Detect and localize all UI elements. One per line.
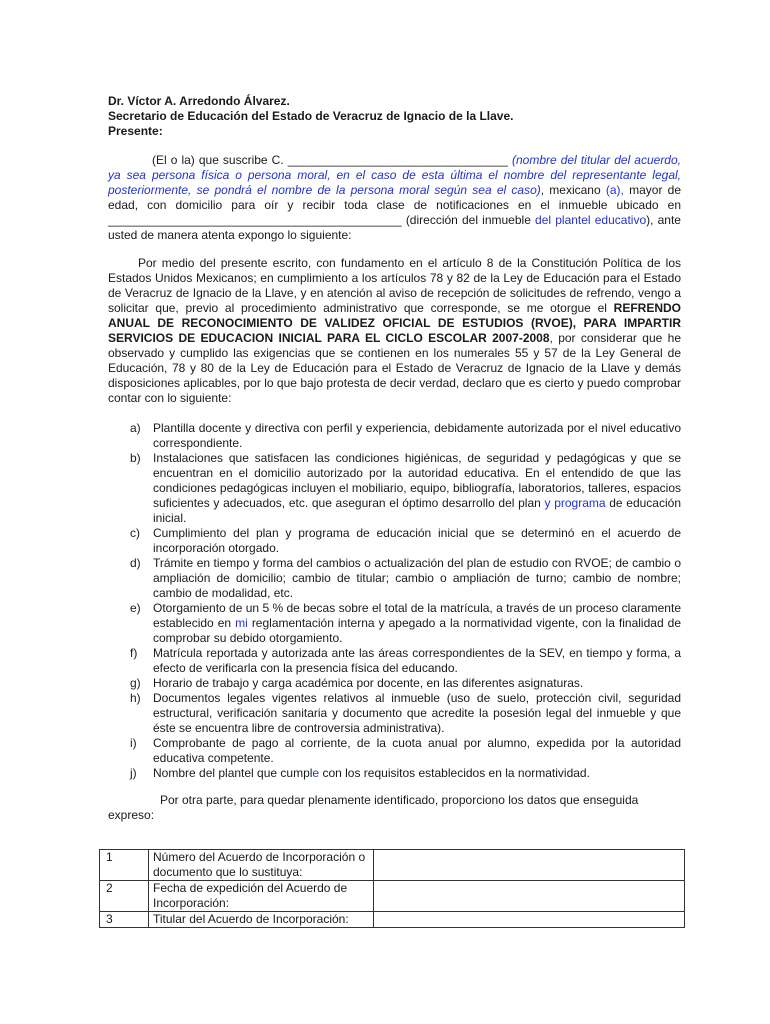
list-item-text: Instalaciones que satisfacen las condiciones higiénicas, de seguridad y pedagógicas y que se encuentran en el domicilio autorizado por la autoridad educativa. En el entendido de que las condiciones pedagógicas incluyen el mobiliario, equipo, bibliografía, laboratorios, talleres, espacios suficientes y adecuados, etc. que aseguran el óptimo desarrollo del plan	[153, 451, 681, 510]
list-item-label: e)	[130, 601, 141, 615]
list-item	[108, 451, 681, 526]
list-item-tail: con los requisitos establecidos en la normatividad.	[322, 766, 590, 780]
requirements-list	[108, 421, 681, 781]
intro-text-4: ), ante usted de manera atenta expongo lo siguiente:	[108, 213, 681, 242]
list-item-label: h)	[130, 691, 141, 705]
list-item	[108, 556, 681, 601]
list-item-text: Otorgamiento de un 5 % de becas sobre el total de la matrícula, a través de un proceso claramente establecido en	[153, 601, 681, 630]
list-item-label: i)	[130, 736, 137, 750]
body-paragraph	[108, 256, 681, 406]
list-item-label: g)	[130, 676, 141, 690]
list-item	[108, 526, 681, 556]
addressee-block	[108, 94, 681, 139]
list-item	[108, 676, 681, 691]
table-row-value[interactable]	[374, 850, 685, 881]
intro-note-titular: (nombre del titular del acuerdo, ya sea persona física o persona moral, en el caso de esta última el nombre del representante legal, posteriormente, se pondrá el nombre de la persona moral según sea el caso)	[108, 153, 681, 197]
table-row-value[interactable]	[374, 881, 685, 912]
table-row-number: 3	[100, 912, 149, 928]
table-row-label: Fecha de expedición del Acuerdo de Incorporación:	[149, 881, 374, 912]
list-item	[108, 736, 681, 766]
table-row-number: 1	[100, 850, 149, 881]
list-item-text: Matrícula reportada y autorizada ante las áreas correspondientes de la SEV, en tiempo y forma, a efecto de verificarla con la presencia física del educando.	[153, 646, 681, 675]
list-item-text: Nombre del plantel que cumpl	[153, 766, 313, 780]
identification-table	[99, 849, 685, 928]
table-row-label: Titular del Acuerdo de Incorporación:	[149, 912, 374, 928]
list-item	[108, 601, 681, 646]
intro-gender-a: (a),	[605, 183, 624, 197]
table-row-label: Número del Acuerdo de Incorporación o documento que lo sustituya:	[149, 850, 374, 881]
body-text-1: Por medio del presente escrito, con fundamento en el artículo 8 de la Constitución Política de los Estados Unidos Mexicanos; en cumplimiento a los artículos 78 y 82 de la Ley de Educación para el Estado de Veracruz de Ignacio de la Llave, y en atención al aviso de recepción de solicitudes de refrendo, vengo a solicitar que, previo al procedimiento administrativo que corresponde, se me otorgue el	[108, 256, 681, 315]
intro-note-plantel: del plantel educativo	[535, 213, 647, 227]
table-row	[100, 912, 685, 928]
list-item-text: Cumplimiento del plan y programa de educación inicial que se determinó en el acuerdo de incorporación otorgado.	[153, 526, 681, 555]
table-row-number: 2	[100, 881, 149, 912]
list-item-highlight: mi	[235, 616, 248, 630]
list-item-highlight: y programa	[544, 496, 606, 510]
list-item-text: Comprobante de pago al corriente, de la cuota anual por alumno, expedida por la autoridad educativa competente.	[153, 736, 681, 765]
list-item-highlight: e	[312, 766, 320, 780]
addressee-role: Secretario de Educación del Estado de Veracruz de Ignacio de la Llave.	[108, 109, 514, 123]
list-item-tail: reglamentación interna y apegado a la normatividad vigente, con la finalidad de comprobar su debido otorgamiento.	[153, 616, 681, 645]
list-item-text: Horario de trabajo y carga académica por docente, en las diferentes asignaturas.	[153, 676, 584, 690]
list-item-label: b)	[130, 451, 141, 465]
list-item-tail: de educación inicial.	[153, 496, 681, 525]
greeting: Presente:	[108, 124, 163, 138]
table-row-value[interactable]	[374, 912, 685, 928]
list-item	[108, 421, 681, 451]
table-row	[100, 850, 685, 881]
list-item-text: Trámite en tiempo y forma del cambios o actualización del plan de estudio con RVOE; de cambio o ampliación de domicilio; cambio de titular; cambio o ampliación de turno; cambio de nombre; cambio de modalidad, etc.	[153, 556, 681, 600]
intro-text-2: , mexicano	[540, 183, 601, 197]
intro-text-1: (El o la) que suscribe C. _________________________________	[152, 153, 508, 167]
body-text-2: , por considerar que he observado y cumplido las exigencias que se contienen en los numerales 55 y 57 de la Ley General de Educación, 78 y 80 de la Ley de Educación para el Estado de Veracruz de Ignacio de la Llave y demás disposiciones aplicables, por lo que bajo protesta de decir verdad, declaro que es cierto y puedo comprobar contar con lo siguiente:	[108, 331, 681, 405]
table-row	[100, 881, 685, 912]
list-item-label: a)	[130, 421, 141, 435]
list-item-text: Plantilla docente y directiva con perfil y experiencia, debidamente autorizada por el nivel educativo correspondiente.	[153, 421, 681, 450]
list-item-label: c)	[130, 526, 140, 540]
list-item-text: Documentos legales vigentes relativos al inmueble (uso de suelo, protección civil, seguridad estructural, verificación sanitaria y documento que acredite la posesión legal del inmueble y que éste se encuentra libre de controversia administrativa).	[153, 691, 681, 735]
closing-paragraph: Por otra parte, para quedar plenamente identificado, proporciono los datos que enseguida expreso:	[108, 793, 639, 822]
list-item	[108, 766, 681, 781]
intro-text-3: mayor de edad, con domicilio para oír y recibir toda clase de notificaciones en el inmueble ubicado en ____________________________________________ (dirección del inmueble	[108, 183, 681, 227]
list-item-label: j)	[130, 766, 137, 780]
addressee-name: Dr. Víctor A. Arredondo Álvarez.	[108, 94, 290, 108]
list-item-label: f)	[130, 646, 138, 660]
intro-paragraph	[108, 153, 681, 243]
body-request-title: REFRENDO ANUAL DE RECONOCIMIENTO DE VALIDEZ OFICIAL DE ESTUDIOS (RVOE), PARA IMPARTIR SERVICIOS DE EDUCACION INICIAL PARA EL CICLO ESCOLAR 2007-2008	[108, 301, 681, 345]
list-item-label: d)	[130, 556, 141, 570]
list-item	[108, 691, 681, 736]
list-item	[108, 646, 681, 676]
